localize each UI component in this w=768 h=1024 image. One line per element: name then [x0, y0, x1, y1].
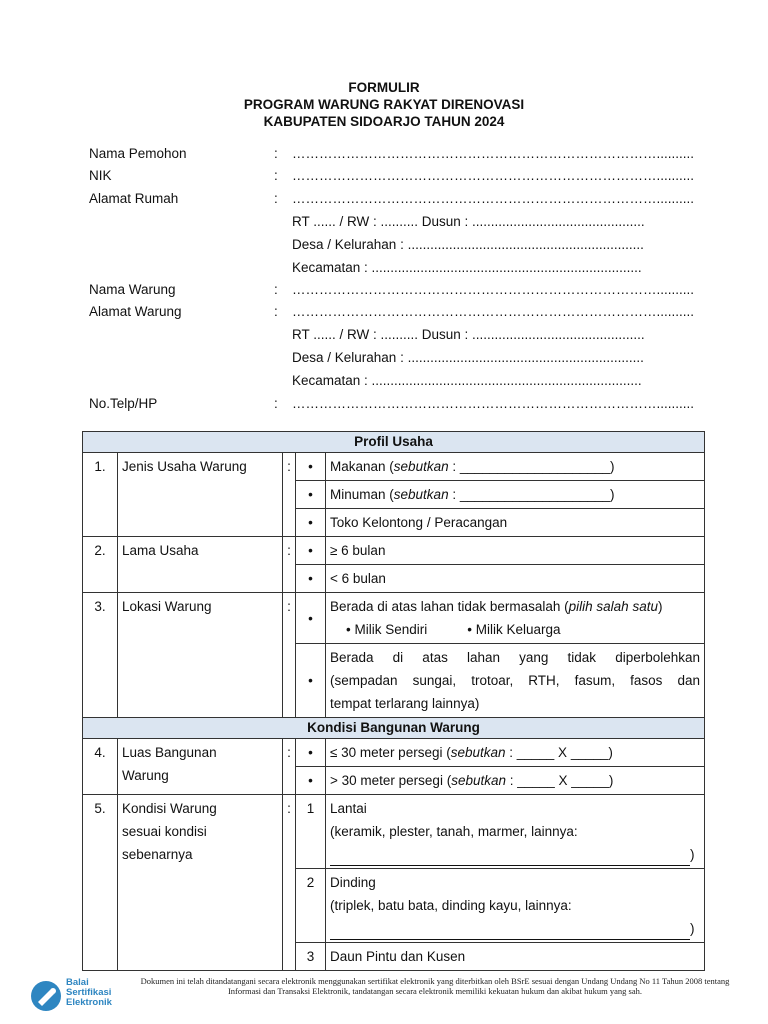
footer-disclaimer: Dokumen ini telah ditandatangani secara elektronik menggunakan sertifikat elektronik yang diterbitkan oleh BSrE sesuai dengan Undang Undang No 11 Tahun 2008 tentang Informasi dan Transaksi Elektronik, tandatangan secara elektronik memiliki kekuatan hukum dan akibat hukum yang sah.	[140, 976, 730, 996]
close-paren: )	[690, 921, 695, 936]
bsre-logo-icon	[28, 978, 68, 1018]
colon: :	[283, 537, 296, 593]
program-title: PROGRAM WARUNG RAKYAT DIRENOVASI	[243, 97, 525, 112]
row-label-lokasi-warung: Lokasi Warung	[118, 593, 283, 718]
rumah-rt-rw-field[interactable]: RT ...... / RW : .......... Dusun : ..............................................	[292, 214, 645, 229]
logo-text: Balai	[66, 977, 89, 988]
option-text: Minuman (	[330, 487, 394, 502]
sub-number: 1	[296, 795, 326, 869]
nama-warung-field[interactable]: ………………………………………………………………………..........	[292, 282, 695, 297]
label-telp: No.Telp/HP	[89, 396, 158, 411]
label-nama-pemohon: Nama Pemohon	[89, 146, 187, 161]
row-label-luas-bangunan	[118, 739, 283, 795]
warung-rt-rw-field[interactable]: RT ...... / RW : .......... Dusun : ..............................................	[292, 327, 645, 342]
telp-field[interactable]: ………………………………………………………………………..........	[292, 396, 695, 411]
colon: :	[274, 396, 278, 411]
colon: :	[283, 593, 296, 718]
colon: :	[274, 191, 278, 206]
row-label-jenis-usaha: Jenis Usaha Warung	[118, 453, 283, 537]
row-number: 2.	[83, 537, 118, 593]
label-line: sebenarnya	[122, 847, 193, 862]
option-lahan-tidak-bermasalah[interactable]	[326, 593, 705, 644]
region-title: KABUPATEN SIDOARJO TAHUN 2024	[263, 114, 505, 129]
bullet-icon[interactable]: •	[296, 453, 326, 481]
row-number: 1.	[83, 453, 118, 537]
bullet-icon[interactable]: •	[296, 644, 326, 718]
colon: :	[274, 304, 278, 319]
nama-pemohon-field[interactable]: ………………………………………………………………………..........	[292, 146, 695, 161]
option-luas-kecil[interactable]	[326, 739, 705, 767]
rumah-kecamatan-field[interactable]: Kecamatan : ........................................................................	[292, 260, 642, 275]
form-title: FORMULIR	[348, 80, 420, 95]
kondisi-desc: (keramik, plester, tanah, marmer, lainnya:	[330, 824, 578, 839]
row-label-lama-usaha: Lama Usaha	[118, 537, 283, 593]
label-nama-warung: Nama Warung	[89, 282, 176, 297]
kondisi-title: Dinding	[330, 875, 376, 890]
option-text: Berada di atas lahan tidak bermasalah (	[330, 599, 569, 614]
option-luas-besar[interactable]	[326, 767, 705, 795]
colon: :	[274, 168, 278, 183]
kondisi-lantai[interactable]	[326, 795, 705, 869]
option-text: ≤ 30 meter persegi (	[330, 745, 451, 760]
logo-text: Sertifikasi	[66, 987, 112, 998]
kondisi-dinding[interactable]	[326, 869, 705, 943]
option-makanan[interactable]	[326, 453, 705, 481]
section-kondisi-bangunan: Kondisi Bangunan Warung	[83, 718, 705, 739]
row-label-kondisi-warung	[118, 795, 283, 971]
colon: :	[283, 795, 296, 971]
colon: :	[274, 282, 278, 297]
row-number: 4.	[83, 739, 118, 795]
label-alamat-warung: Alamat Warung	[89, 304, 182, 319]
option-blank: : ____________________)	[448, 459, 615, 474]
option-text: )	[657, 599, 663, 614]
option-kurang-6-bulan[interactable]: < 6 bulan	[326, 565, 705, 593]
kondisi-pintu-kusen[interactable]: Daun Pintu dan Kusen	[326, 943, 705, 971]
option-blank: : _____ X _____)	[505, 773, 614, 788]
nik-field[interactable]: ………………………………………………………………………..........	[292, 168, 695, 183]
kondisi-desc: (triplek, batu bata, dinding kayu, lainnya:	[330, 898, 572, 913]
sub-option-label: Milik Keluarga	[475, 622, 561, 637]
option-hint: pilih salah satu	[568, 599, 658, 614]
logo-text: Elektronik	[66, 997, 112, 1008]
option-hint: sebutkan	[393, 487, 449, 502]
bullet-icon[interactable]: •	[296, 481, 326, 509]
rumah-desa-field[interactable]: Desa / Kelurahan : ...............................................................	[292, 237, 644, 252]
bullet-icon[interactable]: •	[296, 537, 326, 565]
option-blank: : ____________________)	[448, 487, 615, 502]
bullet-icon[interactable]: •	[296, 767, 326, 795]
alamat-rumah-field[interactable]: ………………………………………………………………………..........	[292, 191, 695, 206]
row-number: 5.	[83, 795, 118, 971]
sub-option-milik-keluarga[interactable]: • Milik Keluarga	[467, 622, 561, 637]
warung-desa-field[interactable]: Desa / Kelurahan : ...............................................................	[292, 350, 644, 365]
sub-number: 2	[296, 869, 326, 943]
option-text: (sempadan sungai, trotoar, RTH, fasum, fasos dan	[330, 673, 701, 688]
sub-number: 3	[296, 943, 326, 971]
bullet-icon[interactable]: •	[296, 739, 326, 767]
option-minuman[interactable]	[326, 481, 705, 509]
sub-option-label: Milik Sendiri	[354, 622, 428, 637]
option-hint: sebutkan	[450, 745, 506, 760]
bullet-icon[interactable]: •	[296, 593, 326, 644]
bullet-icon[interactable]: •	[296, 509, 326, 537]
answer-line[interactable]	[330, 851, 690, 866]
option-hint: sebutkan	[451, 773, 506, 788]
sub-option-milik-sendiri[interactable]: • Milik Sendiri	[346, 622, 428, 637]
colon: :	[283, 453, 296, 537]
option-toko-kelontong[interactable]: Toko Kelontong / Peracangan	[326, 509, 705, 537]
option-text: > 30 meter persegi (	[330, 773, 452, 788]
label-line: Luas Bangunan	[122, 745, 217, 760]
close-paren: )	[690, 847, 695, 862]
option-blank: : _____ X _____)	[505, 745, 613, 760]
option-hint: sebutkan	[393, 459, 449, 474]
kondisi-title: Lantai	[330, 801, 367, 816]
row-number: 3.	[83, 593, 118, 718]
option-text: tempat terlarang lainnya)	[330, 696, 480, 711]
option-lahan-tidak-diperbolehkan[interactable]	[326, 644, 705, 718]
bsre-logo	[28, 976, 138, 1016]
label-nik: NIK	[89, 168, 112, 183]
label-line: Kondisi Warung	[122, 801, 217, 816]
option-lebih-6-bulan[interactable]: ≥ 6 bulan	[326, 537, 705, 565]
section-profil-usaha: Profil Usaha	[83, 432, 705, 453]
bullet-icon[interactable]: •	[296, 565, 326, 593]
option-text: Makanan (	[330, 459, 394, 474]
label-line: sesuai kondisi	[122, 824, 207, 839]
profil-usaha-table	[82, 431, 705, 971]
label-alamat-rumah: Alamat Rumah	[89, 191, 179, 206]
alamat-warung-field[interactable]: ………………………………………………………………………..........	[292, 304, 695, 319]
answer-line[interactable]	[330, 925, 690, 940]
colon: :	[283, 739, 296, 795]
warung-kecamatan-field[interactable]: Kecamatan : ........................................................................	[292, 373, 642, 388]
colon: :	[274, 146, 278, 161]
label-line: Warung	[122, 768, 169, 783]
option-text: Berada di atas lahan yang tidak diperbolehkan	[330, 650, 701, 665]
